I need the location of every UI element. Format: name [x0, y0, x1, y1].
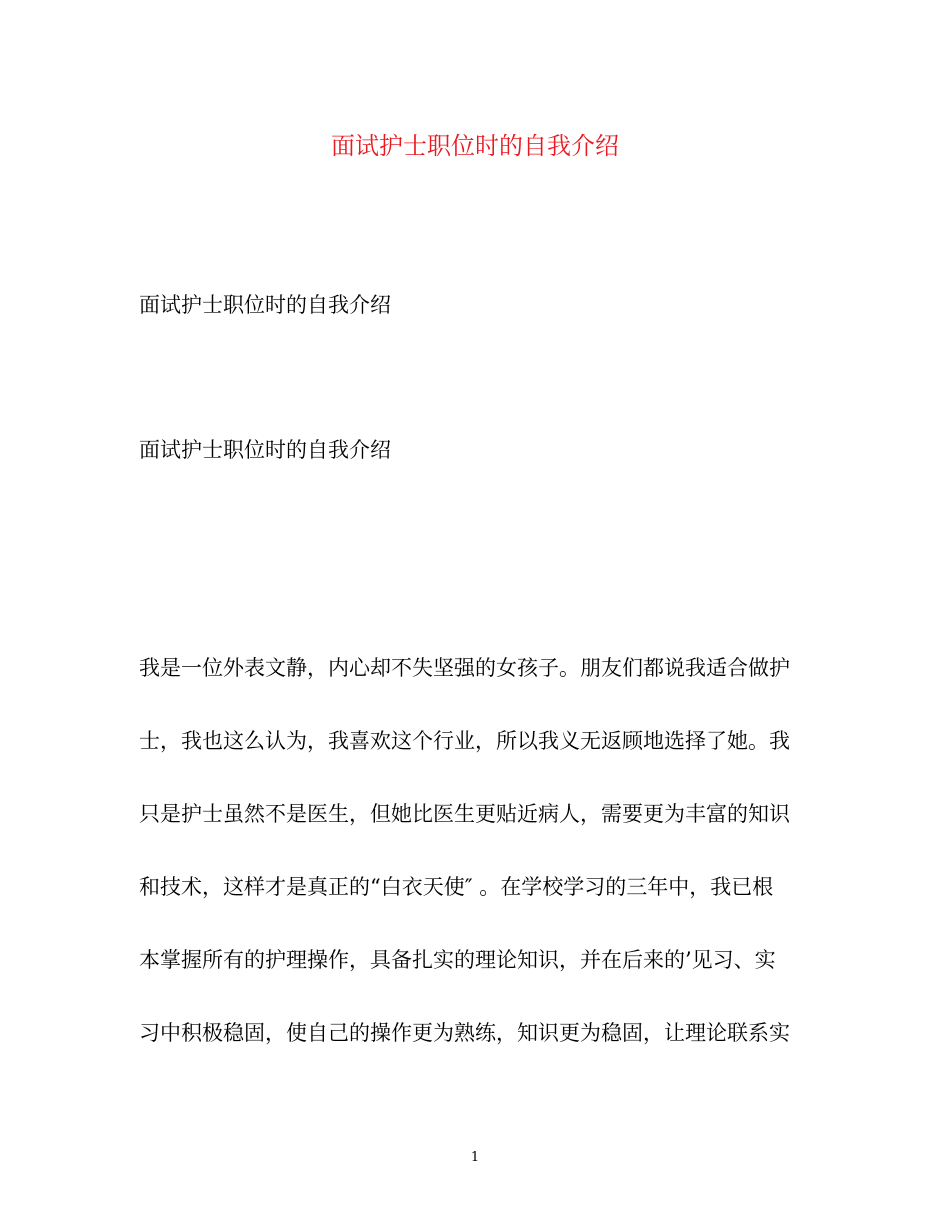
page-number: 1: [470, 1150, 480, 1165]
body-text-line: 士，我也这么认为，我喜欢这个行业，所以我义无返顾地选择了她。我: [139, 729, 790, 753]
body-text-line: 只是护士虽然不是医生，但她比医生更贴近病人，需要更为丰富的知识: [139, 802, 790, 826]
body-text-line: 我是一位外表文静，内心却不失坚强的女孩子。朋友们都说我适合做护: [139, 656, 790, 680]
section-heading: 面试护士职位时的自我介绍: [139, 293, 391, 317]
body-text-line: 和技术，这样才是真正的“白衣天使″ 。在学校学习的三年中，我已根: [139, 875, 774, 899]
body-text-line: 本掌握所有的护理操作，具备扎实的理论知识，并在后来的’见习、实: [139, 948, 776, 972]
document-title: 面试护士职位时的自我介绍: [331, 132, 619, 160]
body-text-line: 习中积极稳固，使自己的操作更为熟练，知识更为稳固，让理论联系实: [139, 1021, 790, 1045]
section-heading: 面试护士职位时的自我介绍: [139, 438, 391, 462]
